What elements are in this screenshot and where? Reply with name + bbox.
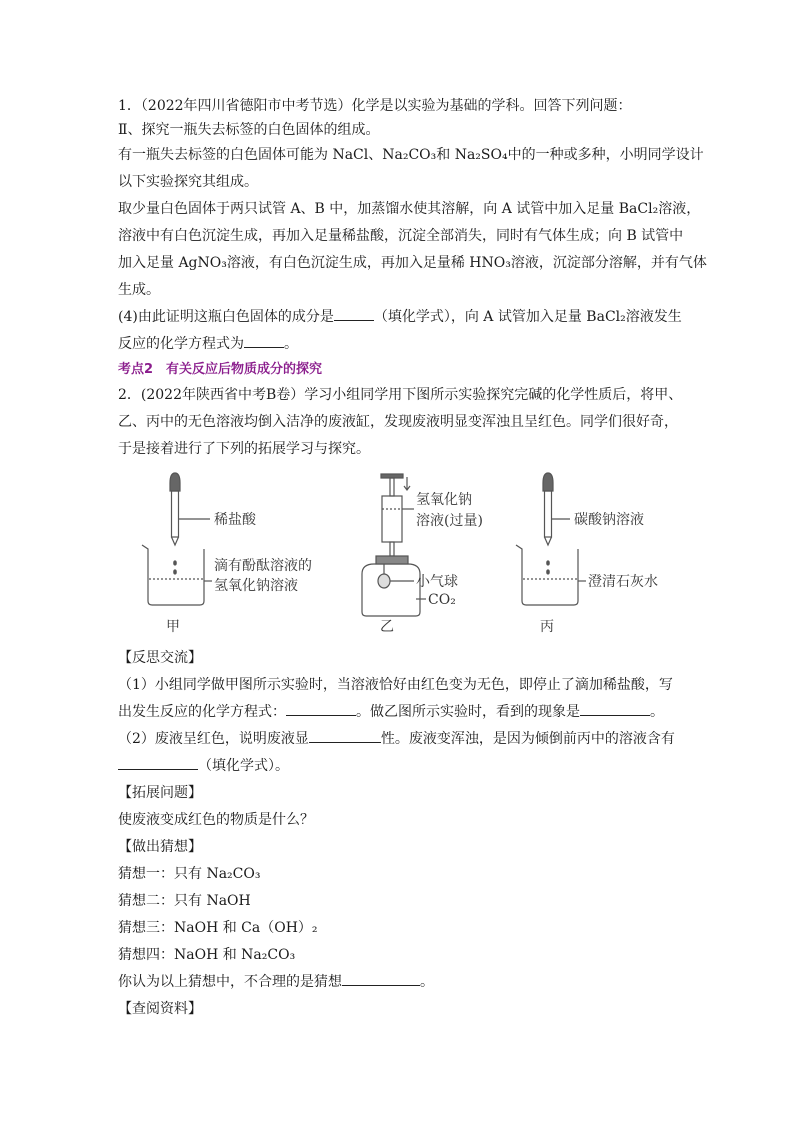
reflect-p2-text-b: 性。废液变浑浊，是因为倾倒前丙中的溶液含有 xyxy=(380,731,675,747)
jia-dropper-bulb-icon xyxy=(170,473,180,491)
reflect-p1-line-2 xyxy=(118,699,678,726)
label-yi-reagent-1: 氢氧化钠 xyxy=(416,492,472,508)
label-jia-caption: 甲 xyxy=(166,619,180,635)
section-title: 考点2 有关反应后物质成分的探究 xyxy=(118,362,323,377)
bing-beaker-icon xyxy=(516,545,578,605)
answer-blank-6[interactable] xyxy=(118,754,198,770)
q1-line-3: 有一瓶失去标签的白色固体可能为 NaCl、Na₂CO₃和 Na₂SO₄中的一种或多种，小明同学设计 xyxy=(118,147,704,163)
reflect-p1-line-1: （1）小组同学做甲图所示实验时，当溶液恰好由红色变为无色，即停止了滴加稀盐酸，写 xyxy=(118,677,673,693)
label-bing-dropper: 碳酸钠溶液 xyxy=(574,512,644,528)
jia-dropper-tip-icon xyxy=(172,537,179,545)
yi-flask-icon xyxy=(362,564,420,616)
experiment-figure xyxy=(118,471,678,641)
reflect-p2-text-c: （填化学式）。 xyxy=(198,758,289,774)
label-yi-gas: CO₂ xyxy=(428,592,456,608)
q1-line-8: 生成。 xyxy=(118,282,160,298)
label-bing-caption: 丙 xyxy=(540,619,554,635)
label-jia-dropper: 稀盐酸 xyxy=(214,512,256,528)
guess-1: 猜想一：只有 Na₂CO₃ xyxy=(118,866,261,882)
lookup-heading: 【查阅资料】 xyxy=(118,1001,202,1017)
bing-apparatus xyxy=(516,473,586,605)
jia-drop-icon xyxy=(174,561,176,565)
extend-question: 使废液变成红色的物质是什么？ xyxy=(118,812,314,828)
q1-line-9 xyxy=(118,304,682,331)
reflect-heading: 【反思交流】 xyxy=(118,650,202,666)
reflect-p1-text-a: 出发生反应的化学方程式： xyxy=(118,704,286,720)
yi-syringe-icon xyxy=(382,496,402,542)
q1-line-9-text-b: （填化学式），向 A 试管加入足量 BaCl₂溶液发生 xyxy=(373,309,682,325)
guess-3: 猜想三：NaOH 和 Ca（OH）₂ xyxy=(118,920,318,936)
guess-question xyxy=(118,969,678,996)
q1-line-9-text-a: (4)由此证明这瓶白色固体的成分是 xyxy=(118,309,334,325)
bing-dropper-tube-icon xyxy=(545,491,552,537)
jia-drop-icon-2 xyxy=(174,570,176,574)
q1-line-10 xyxy=(118,331,678,358)
reflect-p2-line-2 xyxy=(118,753,678,780)
q1-line-7: 加入足量 AgNO₃溶液，有白色沉淀生成，再加入足量稀 HNO₃溶液，沉淀部分溶解，并有气体 xyxy=(118,255,707,271)
label-jia-solution-1: 滴有酚酞溶液的 xyxy=(214,558,312,574)
q1-line-1: 1．（2022年四川省德阳市中考节选）化学是以实验为基础的学科。回答下列问题： xyxy=(118,98,632,114)
label-yi-reagent-2: 溶液(过量) xyxy=(416,513,483,529)
answer-blank-7[interactable] xyxy=(342,970,420,986)
q1-line-5: 取少量白色固体于两只试管 A、B 中，加蒸馏水使其溶解，向 A 试管中加入足量 BaCl₂溶液， xyxy=(118,201,701,217)
q2-line-1: 2．(2022年陕西省中考B卷）学习小组同学用下图所示实验探究完碱的化学性质后，将甲、 xyxy=(118,387,683,403)
q1-line-10-text-a: 反应的化学方程式为 xyxy=(118,336,244,352)
yi-balloon-icon xyxy=(378,574,390,588)
jia-dropper-tube-icon xyxy=(172,491,179,537)
answer-blank-3[interactable] xyxy=(286,700,356,716)
bing-dropper-bulb-icon xyxy=(543,473,553,491)
label-bing-solution: 澄清石灰水 xyxy=(588,574,658,590)
q1-line-10-text-b: 。 xyxy=(284,336,298,352)
extend-heading: 【拓展问题】 xyxy=(118,785,202,801)
guess-question-text: 你认为以上猜想中，不合理的是猜想 xyxy=(118,974,342,990)
answer-blank-1[interactable] xyxy=(334,305,374,321)
reflect-p2-text-a: （2）废液呈红色，说明废液显 xyxy=(118,731,309,747)
q2-line-2: 乙、丙中的无色溶液均倒入洁净的废液缸，发现废液明显变浑浊且呈红色。同学们很好奇， xyxy=(118,414,678,430)
guess-question-end: 。 xyxy=(420,974,434,990)
label-yi-balloon: 小气球 xyxy=(416,574,458,590)
q1-line-4: 以下实验探究其组成。 xyxy=(118,174,258,190)
reflect-p2-line-1 xyxy=(118,726,678,753)
label-yi-caption: 乙 xyxy=(380,619,394,635)
reflect-p1-text-b: 。做乙图所示实验时，看到的现象是 xyxy=(356,704,580,720)
yi-plunger-icon xyxy=(390,478,394,496)
label-jia-solution-2: 氢氧化钠溶液 xyxy=(214,578,298,594)
experiment-diagram xyxy=(118,471,678,641)
answer-blank-5[interactable] xyxy=(309,727,381,743)
q2-line-3: 于是接着进行了下列的拓展学习与探究。 xyxy=(118,441,370,457)
guess-4: 猜想四：NaOH 和 Na₂CO₃ xyxy=(118,947,296,963)
guess-heading: 【做出猜想】 xyxy=(118,839,202,855)
jia-apparatus xyxy=(142,473,212,605)
reflect-p1-text-c: 。 xyxy=(650,704,664,720)
answer-blank-4[interactable] xyxy=(580,700,650,716)
q1-line-6: 溶液中有白色沉淀生成，再加入足量稀盐酸，沉淀全部消失，同时有气体生成；向 B 试管中 xyxy=(118,228,684,244)
q1-line-2: Ⅱ、探究一瓶失去标签的白色固体的组成。 xyxy=(118,122,380,138)
worksheet-page xyxy=(118,94,707,1023)
jia-beaker-icon xyxy=(142,545,204,605)
guess-2: 猜想二：只有 NaOH xyxy=(118,893,251,909)
answer-blank-2[interactable] xyxy=(244,332,284,348)
